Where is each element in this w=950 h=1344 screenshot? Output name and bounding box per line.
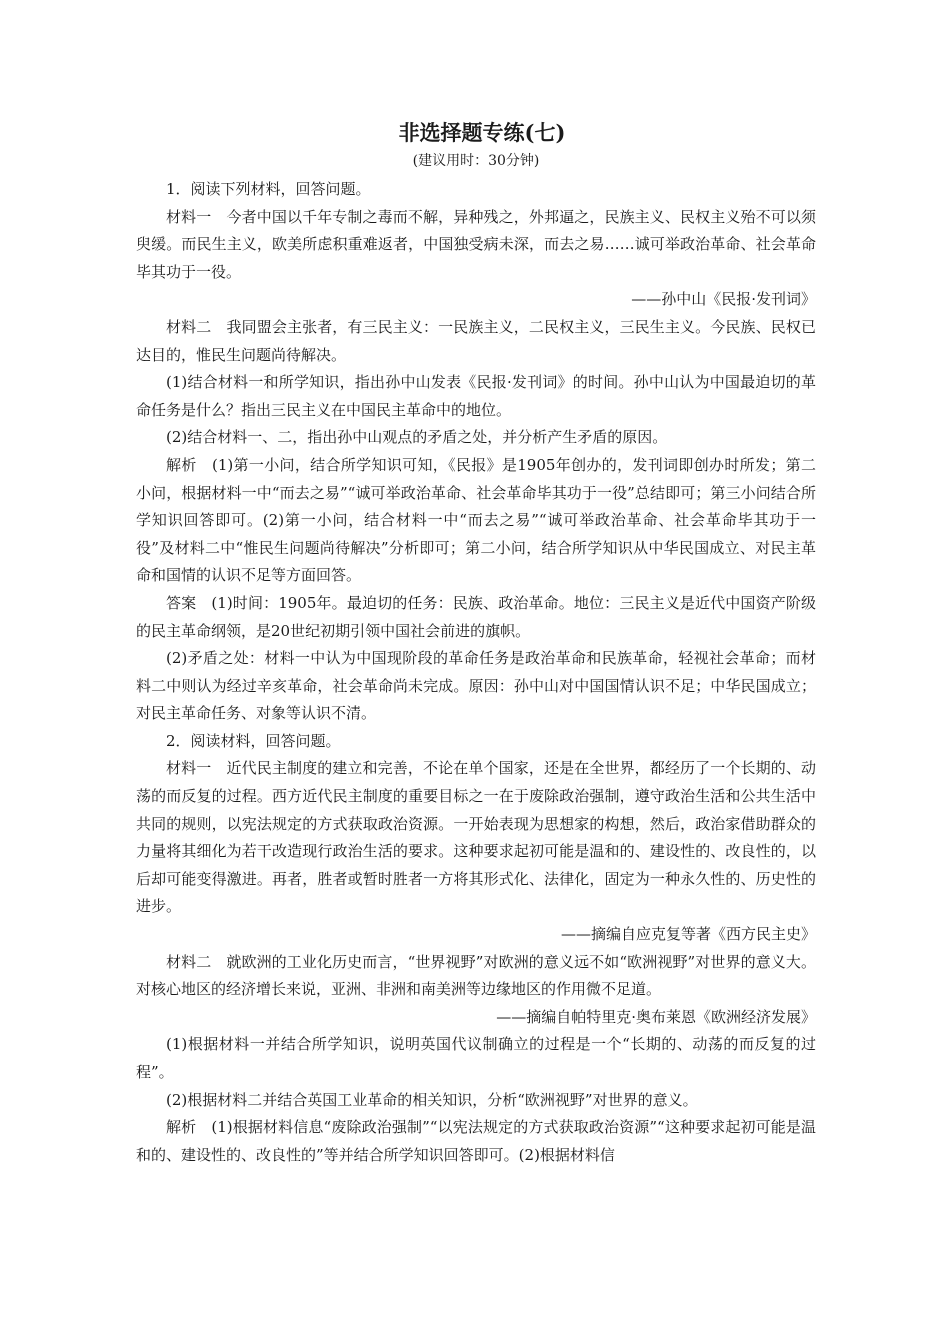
paragraph: 材料二 就欧洲的工业化历史而言，“世界视野”对欧洲的意义远不如“欧洲视野”对世界的意义大。对核心地区的经济增长来说，亚洲、非洲和南美洲等边缘地区的作用微不足道。 (136, 952, 816, 999)
paragraph: (1)结合材料一和所学知识，指出孙中山发表《民报·发刊词》的时间。孙中山认为中国最迫切的革命任务是什么？指出三民主义在中国民主革命中的地位。 (136, 373, 816, 419)
paragraph: 解析 (1)根据材料信息“废除政治强制”“以宪法规定的方式获取政治资源”“这种要求起初可能是温和的、建设性的、改良性的”等并结合所学知识回答即可。(2)根据材料信 (136, 1118, 816, 1164)
paragraph: 2．阅读材料，回答问题。 (166, 731, 341, 750)
paragraph: (2)根据材料二并结合英国工业革命的相关知识，分析“欧洲视野”对世界的意义。 (166, 1090, 698, 1109)
paragraph: 1．阅读下列材料，回答问题。 (166, 180, 371, 198)
paragraph-list (136, 176, 816, 1169)
paragraph: (2)结合材料一、二，指出孙中山观点的矛盾之处，并分析产生矛盾的原因。 (166, 428, 668, 447)
document-body (136, 118, 816, 1169)
page-subtitle: (建议用时：30分钟) (412, 153, 540, 169)
paragraph: 材料一 今者中国以千年专制之毒而不解，异种残之，外邦逼之，民族主义、民权主义殆不可以须臾缓。而民生主义，欧美所虑积重难返者，中国独受病未深，而去之易……诚可举政治革命、社会革命毕其功于一役。 (136, 207, 816, 281)
paragraph: (1)根据材料一并结合所学知识，说明英国代议制确立的过程是一个“长期的、动荡的而反复的过程”。 (136, 1035, 816, 1081)
paragraph: (2)矛盾之处：材料一中认为中国现阶段的革命任务是政治革命和民族革命，轻视社会革命；而材料二中则认为经过辛亥革命，社会革命尚未完成。原因：孙中山对中国国情认识不足；中华民国成立；对民主革命任务、对象等认识不清。 (136, 649, 816, 723)
source-citation: ——孙中山《民报·发刊词》 (631, 290, 816, 309)
paragraph: 解析 (1)第一小问，结合所学知识可知，《民报》是1905年创办的，发刊词即创办时所发；第二小问，根据材料一中“而去之易”“诚可举政治革命、社会革命毕其功于一役”总结即可；第三小问结合所学知识回答即可。(2)第一小问，结合材料一中“而去之易”“诚可举政治革命、社会革命毕其功于一役”及材料二中“惟民生问题尚待解决”分析即可；第二小问，结合所学知识从中华民国成立、对民主革命和国情的认识不足等方面回答。 (136, 455, 816, 585)
page-title: 非选择题专练(七) (398, 120, 566, 145)
source-citation: ——摘编自帕特里克·奥布莱恩《欧洲经济发展》 (496, 1007, 816, 1026)
paragraph: 材料二 我同盟会主张者，有三民主义：一民族主义，二民权主义，三民生主义。今民族、民权已达目的，惟民生问题尚待解决。 (136, 317, 816, 364)
paragraph: 材料一 近代民主制度的建立和完善，不论在单个国家，还是在全世界，都经历了一个长期的、动荡的而反复的过程。西方近代民主制度的重要目标之一在于废除政治强制，遵守政治生活和公共生活中共同的规则，以宪法规定的方式获取政治资源。一开始表现为思想家的构想，然后，政治家借助群众的力量将其细化为若干改造现行政治生活的要求。这种要求起初可能是温和的、建设性的、改良性的，以后却可能变得激进。再者，胜者或暂时胜者一方将其形式化、法律化，固定为一种永久性的、历史性的进步。 (136, 759, 816, 916)
paragraph: 答案 (1)时间：1905年。最迫切的任务：民族、政治革命。地位：三民主义是近代中国资产阶级的民主革命纲领，是20世纪初期引领中国社会前进的旗帜。 (136, 593, 816, 640)
source-citation: ——摘编自应克复等著《西方民主史》 (560, 925, 816, 944)
